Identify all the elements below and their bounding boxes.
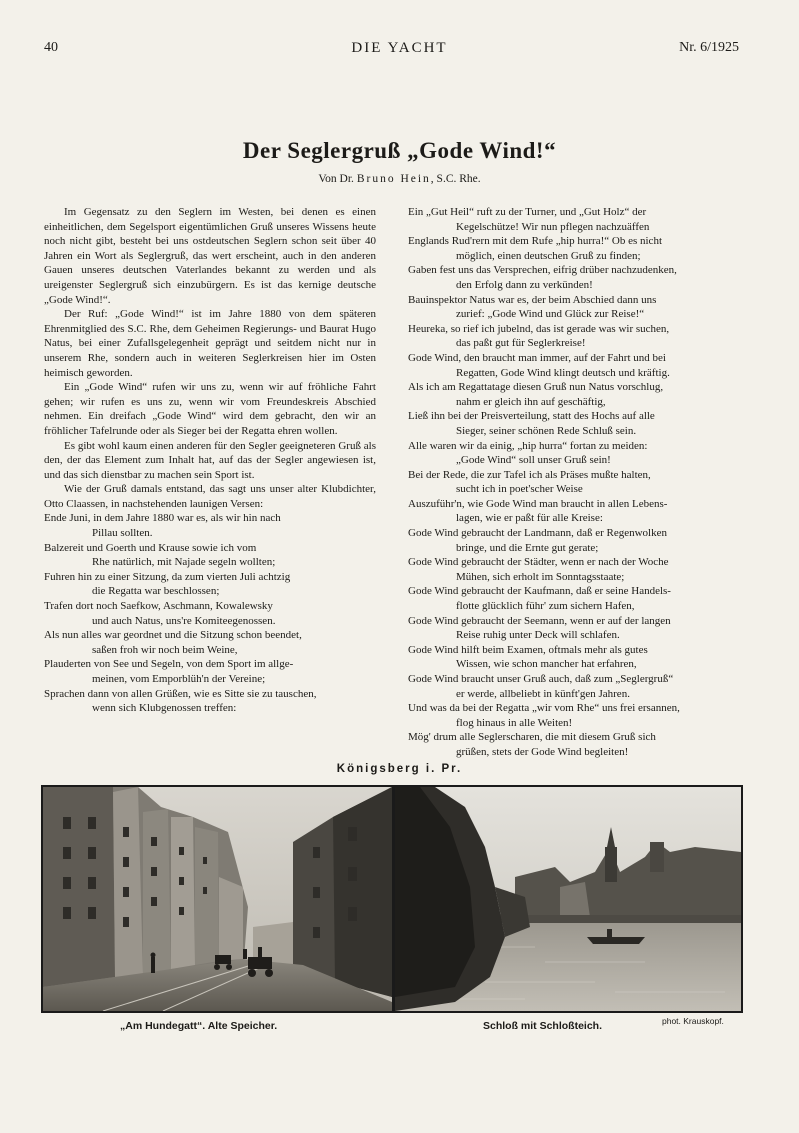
verse-first-line: Als nun alles war geordnet und die Sitzung schon beendet, — [44, 629, 302, 642]
verse-line — [408, 614, 740, 643]
verse-line — [408, 701, 740, 730]
verse-line — [408, 672, 740, 701]
verse-continuation: Mühen, sich erholt im Sonntagsstaate; — [456, 570, 625, 583]
verse-first-line: Fuhren hin zu einer Sitzung, da zum vierten Juli achtzig — [44, 570, 291, 583]
verse-continuation: er werde, allbeliebt in künft'gen Jahren. — [456, 687, 630, 700]
left-column — [44, 205, 376, 716]
verse-first-line: Mög' drum alle Seglerscharen, die mit diesem Gruß sich — [408, 731, 656, 744]
verse-continuation: bringe, und die Ernte gut gerate; — [456, 541, 599, 554]
verse-line — [408, 351, 740, 380]
verse-first-line: Balzereit und Goerth und Krause sowie ich vom — [44, 541, 257, 554]
photo-credit: phot. Krauskopf. — [662, 1016, 724, 1026]
verse-line — [408, 555, 740, 584]
verse-continuation: „Gode Wind“ soll unser Gruß sein! — [456, 454, 611, 467]
verse-continuation: nahm er gleich ihn auf geschäftig, — [456, 395, 606, 408]
right-column — [408, 205, 740, 760]
photo-schloss-schlossteich — [395, 787, 741, 1011]
verse-line — [408, 730, 740, 759]
verse-line — [408, 205, 740, 234]
verse-first-line: Plauderten von See und Segeln, von dem Sport im allge- — [44, 658, 294, 671]
verse-first-line: Auszuführ'n, wie Gode Wind man braucht in allen Lebens- — [408, 497, 668, 510]
verse-continuation: lagen, wie er paßt für alle Kreise: — [456, 512, 603, 525]
article-title: Der Seglergruß „Gode Wind!“ — [242, 138, 557, 163]
byline-suffix: , S.C. Rhe. — [430, 173, 481, 185]
verse-line — [44, 570, 376, 599]
verse-line — [408, 293, 740, 322]
verse-first-line: Trafen dort noch Saefkow, Aschmann, Kowalewsky — [44, 600, 273, 613]
journal-name: DIE YACHT — [351, 40, 448, 56]
right-verse-block — [408, 205, 740, 760]
verse-continuation: sucht ich in poet'scher Weise — [456, 483, 583, 496]
verse-continuation: Regatten, Gode Wind klingt deutsch und kräftig. — [456, 366, 670, 379]
verse-first-line: Und was da bei der Regatta „wir vom Rhe“ uns frei ersannen, — [408, 702, 680, 715]
page-number: 40 — [44, 40, 58, 55]
verse-line — [408, 643, 740, 672]
paragraph: Wie der Gruß damals entstand, das sagt uns unser alter Klubdichter, Otto Claassen, in nachstehenden launigen Versen: — [44, 483, 376, 510]
verse-line — [408, 439, 740, 468]
verse-first-line: Ließ ihn bei der Preisverteilung, statt des Hochs auf alle — [408, 410, 655, 423]
verse-first-line: Gode Wind gebraucht der Landmann, daß er Regenwolken — [408, 527, 667, 540]
paragraph: Der Ruf: „Gode Wind!“ ist im Jahre 1880 von dem späteren Ehrenmitglied des S.C. Rhe, dem Geheimen Regierungs- und Baurat Hugo Natus, bei einer Zufallsgelegenheit geprägt und seitdem nicht nur in unserem Rhe, sondern auch in weiteren Seglerkreisen hier im Osten heimisch geworden. — [44, 308, 376, 379]
verse-continuation: die Regatta war beschlossen; — [92, 585, 220, 598]
right-photo-caption: Schloß mit Schloßteich. — [483, 1020, 603, 1032]
verse-first-line: Ein „Gut Heil“ ruft zu der Turner, und „Gut Holz“ der — [408, 206, 647, 218]
verse-line — [44, 541, 376, 570]
verse-line — [44, 687, 376, 716]
verse-line — [408, 468, 740, 497]
verse-line — [408, 584, 740, 613]
verse-first-line: Bauinspektor Natus war es, der beim Abschied dann uns — [408, 293, 657, 306]
verse-continuation: Kegelschütze! Wir nun pflegen nachzuäffen — [456, 220, 650, 233]
verse-continuation: Reise ruhig unter Deck will schlafen. — [456, 629, 620, 642]
photo-strip — [41, 785, 743, 1013]
author-name: Bruno Hein — [356, 173, 431, 185]
verse-line — [408, 263, 740, 292]
verse-first-line: Gode Wind braucht unser Gruß auch, daß zum „Seglergruß“ — [408, 673, 674, 685]
verse-first-line: Als ich am Regattatage diesen Gruß nun Natus vorschlug, — [408, 381, 664, 394]
verse-continuation: möglich, einen deutschen Gruß zu finden; — [456, 249, 641, 262]
verse-continuation: Wissen, wie schon mancher hat erfahren, — [456, 658, 637, 671]
verse-line — [44, 628, 376, 657]
issue-number: Nr. 6/1925 — [679, 40, 739, 55]
verse-line — [44, 599, 376, 628]
verse-continuation: wenn sich Klubgenossen treffen: — [92, 702, 237, 715]
verse-first-line: Gode Wind hilft beim Examen, oftmals mehr als gutes — [408, 643, 648, 656]
verse-line — [408, 409, 740, 438]
verse-first-line: Gode Wind gebraucht der Seemann, wenn er auf der langen — [408, 614, 671, 627]
verse-continuation: den Erfolg dann zu verkünden! — [456, 278, 593, 291]
verse-continuation: flotte glücklich führ' zum sichern Hafen, — [456, 600, 635, 613]
verse-first-line: Gode Wind, den braucht man immer, auf der Fahrt und bei — [408, 351, 666, 364]
verse-line — [44, 657, 376, 686]
verse-continuation: Pillau sollten. — [92, 527, 153, 540]
verse-continuation: meinen, vom Emporblüh'n der Vereine; — [92, 673, 266, 685]
verse-first-line: Gaben fest uns das Versprechen, eifrig drüber nachzudenken, — [408, 264, 677, 277]
verse-first-line: Heureka, so rief ich jubelnd, das ist gerade was wir suchen, — [408, 322, 670, 335]
verse-continuation: flog hinaus in alle Weiten! — [456, 716, 573, 729]
verse-first-line: Bei der Rede, die zur Tafel ich als Präses mußte halten, — [408, 468, 651, 481]
verse-continuation: Rhe natürlich, mit Najade segeln wollten; — [92, 556, 276, 569]
left-verse-block — [44, 511, 376, 715]
verse-first-line: Englands Rud'rern mit dem Rufe „hip hurra!“ Ob es nicht — [408, 235, 662, 248]
verse-continuation: grüßen, stets der Gode Wind begleiten! — [456, 745, 629, 758]
verse-first-line: Ende Juni, in dem Jahre 1880 war es, als wir hin nach — [44, 512, 281, 525]
verse-continuation: das paßt gut für Seglerkreise! — [456, 337, 586, 350]
verse-continuation: saßen froh wir noch beim Weine, — [92, 643, 238, 656]
byline-prefix: Von Dr. — [318, 173, 354, 185]
paragraph: Ein „Gode Wind“ rufen wir uns zu, wenn wir auf fröhliche Fahrt gehen; wir rufen es uns zu, wenn wir vom Freundeskreis Abschied nehmen. Ein dreifach „Gode Wind“ wird dem gebracht, den wir an fröhlicher Tafelrunde oder als Sieger bei der Regatta ehren wollen. — [44, 381, 376, 437]
verse-line — [44, 511, 376, 540]
verse-first-line: Gode Wind gebraucht der Kaufmann, daß er seine Handels- — [408, 585, 671, 598]
verse-line — [408, 497, 740, 526]
verse-line — [408, 526, 740, 555]
verse-continuation: zurief: „Gode Wind und Glück zur Reise!“ — [456, 308, 645, 321]
verse-continuation: Sieger, seiner schönen Rede Schluß sein. — [456, 424, 637, 437]
verse-line — [408, 322, 740, 351]
photo-location-caption: Königsberg i. Pr. — [336, 763, 463, 775]
verse-continuation: und auch Natus, uns're Komiteegenossen. — [92, 614, 276, 627]
paragraph: Es gibt wohl kaum einen anderen für den Segler geeigneteren Gruß als den, der das Element zum Inhalt hat, auf das der Segler angewiesen ist, und das sich dienstbar zu machen sein Sport ist. — [44, 439, 376, 481]
verse-line — [408, 380, 740, 409]
verse-first-line: Gode Wind gebraucht der Städter, wenn er nach der Woche — [408, 556, 669, 569]
photo-am-hundegatt — [43, 787, 392, 1011]
left-photo-caption: „Am Hundegatt“. Alte Speicher. — [120, 1020, 278, 1032]
verse-line — [408, 234, 740, 263]
article-byline — [0, 173, 799, 185]
verse-first-line: Sprachen dann von allen Grüßen, wie es Sitte sie zu tauschen, — [44, 687, 317, 700]
paragraph: Im Gegensatz zu den Seglern im Westen, bei denen es einen einheitlichen, dem Segelsport eigentümlichen Gruß unseres Wissens heute noch nicht gibt, besteht bei uns ostdeutschen Seglern schon seit über 40 Jahren ein Wort als Seglergruß, das wert erscheint, auch in den anderen Gauen unseres deutschen Vaterlandes bekannt zu werden und als ureigenster Seglergruß sich einzubürgern. Es ist das kernige deutsche „Gode Wind!“. — [44, 206, 376, 306]
verse-first-line: Alle waren wir da einig, „hip hurra“ fortan zu meiden: — [408, 439, 648, 452]
